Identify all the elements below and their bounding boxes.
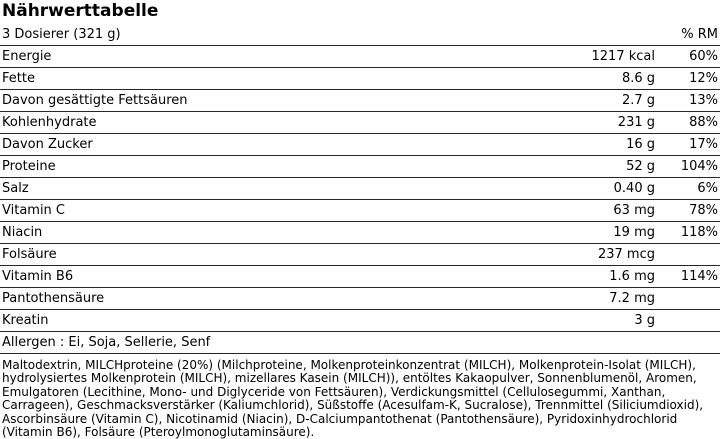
table-row — [0, 288, 720, 310]
allergen-row — [0, 332, 720, 354]
nutrient-amount: 3 g — [634, 313, 655, 328]
nutrient-percent: 104% — [680, 159, 718, 174]
nutrient-amount: 19 mg — [613, 225, 655, 240]
nutrient-amount: 0.40 g — [613, 181, 655, 196]
nutrient-label: Kohlenhydrate — [2, 115, 97, 130]
nutrient-amount: 1217 kcal — [591, 49, 655, 64]
table-row — [0, 266, 720, 288]
header-amount-spacer — [525, 42, 655, 45]
nutrient-percent: 17% — [689, 137, 718, 152]
table-row — [0, 46, 720, 68]
table-row — [0, 200, 720, 222]
nutrient-percent: 12% — [689, 71, 718, 86]
nutrient-amount: 52 g — [626, 159, 655, 174]
nutrient-percent: 13% — [689, 93, 718, 108]
nutrient-label: Kreatin — [2, 313, 49, 328]
table-row — [0, 134, 720, 156]
table-row — [0, 222, 720, 244]
nutrition-table — [0, 23, 720, 354]
table-row — [0, 112, 720, 134]
nutrient-amount: 1.6 mg — [609, 269, 655, 284]
nutrient-label: Proteine — [2, 159, 56, 174]
rm-column-header: % RM — [681, 27, 718, 42]
nutrient-percent: 6% — [697, 181, 718, 196]
nutrient-percent: 60% — [689, 49, 718, 64]
nutrient-amount: 63 mg — [613, 203, 655, 218]
nutrient-percent: 118% — [680, 225, 718, 240]
nutrient-amount: 237 mcg — [597, 247, 655, 262]
table-row — [0, 310, 720, 332]
nutrient-percent: 114% — [680, 269, 718, 284]
nutrient-amount: 8.6 g — [621, 71, 655, 86]
table-row — [0, 90, 720, 112]
nutrient-label: Energie — [2, 49, 52, 64]
nutrient-label: Folsäure — [2, 247, 57, 262]
nutrient-label: Pantothensäure — [2, 291, 105, 306]
serving-size-label: 3 Dosierer (321 g) — [2, 27, 121, 42]
page-title: Nährwerttabelle — [2, 1, 159, 21]
nutrient-label: Vitamin B6 — [2, 269, 74, 284]
table-row — [0, 156, 720, 178]
allergen-text: Allergen : Ei, Soja, Sellerie, Senf — [2, 335, 211, 350]
nutrient-amount: 7.2 mg — [609, 291, 655, 306]
nutrient-label: Niacin — [2, 225, 43, 240]
nutrient-amount: 231 g — [617, 115, 655, 130]
nutrient-label: Vitamin C — [2, 203, 66, 218]
nutrient-percent: 88% — [689, 115, 718, 130]
ingredients-paragraph: Maltodextrin, MILCHproteine (20%) (Milchproteine, Molkenproteinkonzentrat (MILCH), Molkenprotein-Isolat (MILCH), hydrolysiertes Molkenprotein (MILCH), mizellares Kasein (MILCH)), entöltes Kakaopulver, Sonnenblumenöl, Aromen, Emulgatoren (Lecithine, Mono- und Diglyceride von Fettsäuren), Verdickungsmittel (Cellulosegummi, Xanthan, Carrageen), Geschmacksverstärker (Kaliumchlorid), Süßstoffe (Acesulfam-K, Sucralose), Trennmittel (Siliciumdioxid), Ascorbinsäure (Vitamin C), Nicotinamid (Niacin), D-Calciumpantothenat (Pantothensäure), Pyridoxinhydrochlorid (Vitamin B6), Folsäure (Pteroylmonoglutaminsäure). — [2, 358, 704, 439]
nutrient-label: Salz — [2, 181, 29, 196]
nutrient-label: Fette — [2, 71, 35, 86]
table-row — [0, 178, 720, 200]
nutrient-amount: 2.7 g — [621, 93, 655, 108]
nutrient-percent: 78% — [689, 203, 718, 218]
table-header-row — [0, 23, 720, 46]
table-row — [0, 244, 720, 266]
nutrient-amount: 16 g — [626, 137, 655, 152]
nutrient-label: Davon gesättigte Fettsäuren — [2, 93, 188, 108]
table-row — [0, 68, 720, 90]
nutrient-label: Davon Zucker — [2, 137, 93, 152]
